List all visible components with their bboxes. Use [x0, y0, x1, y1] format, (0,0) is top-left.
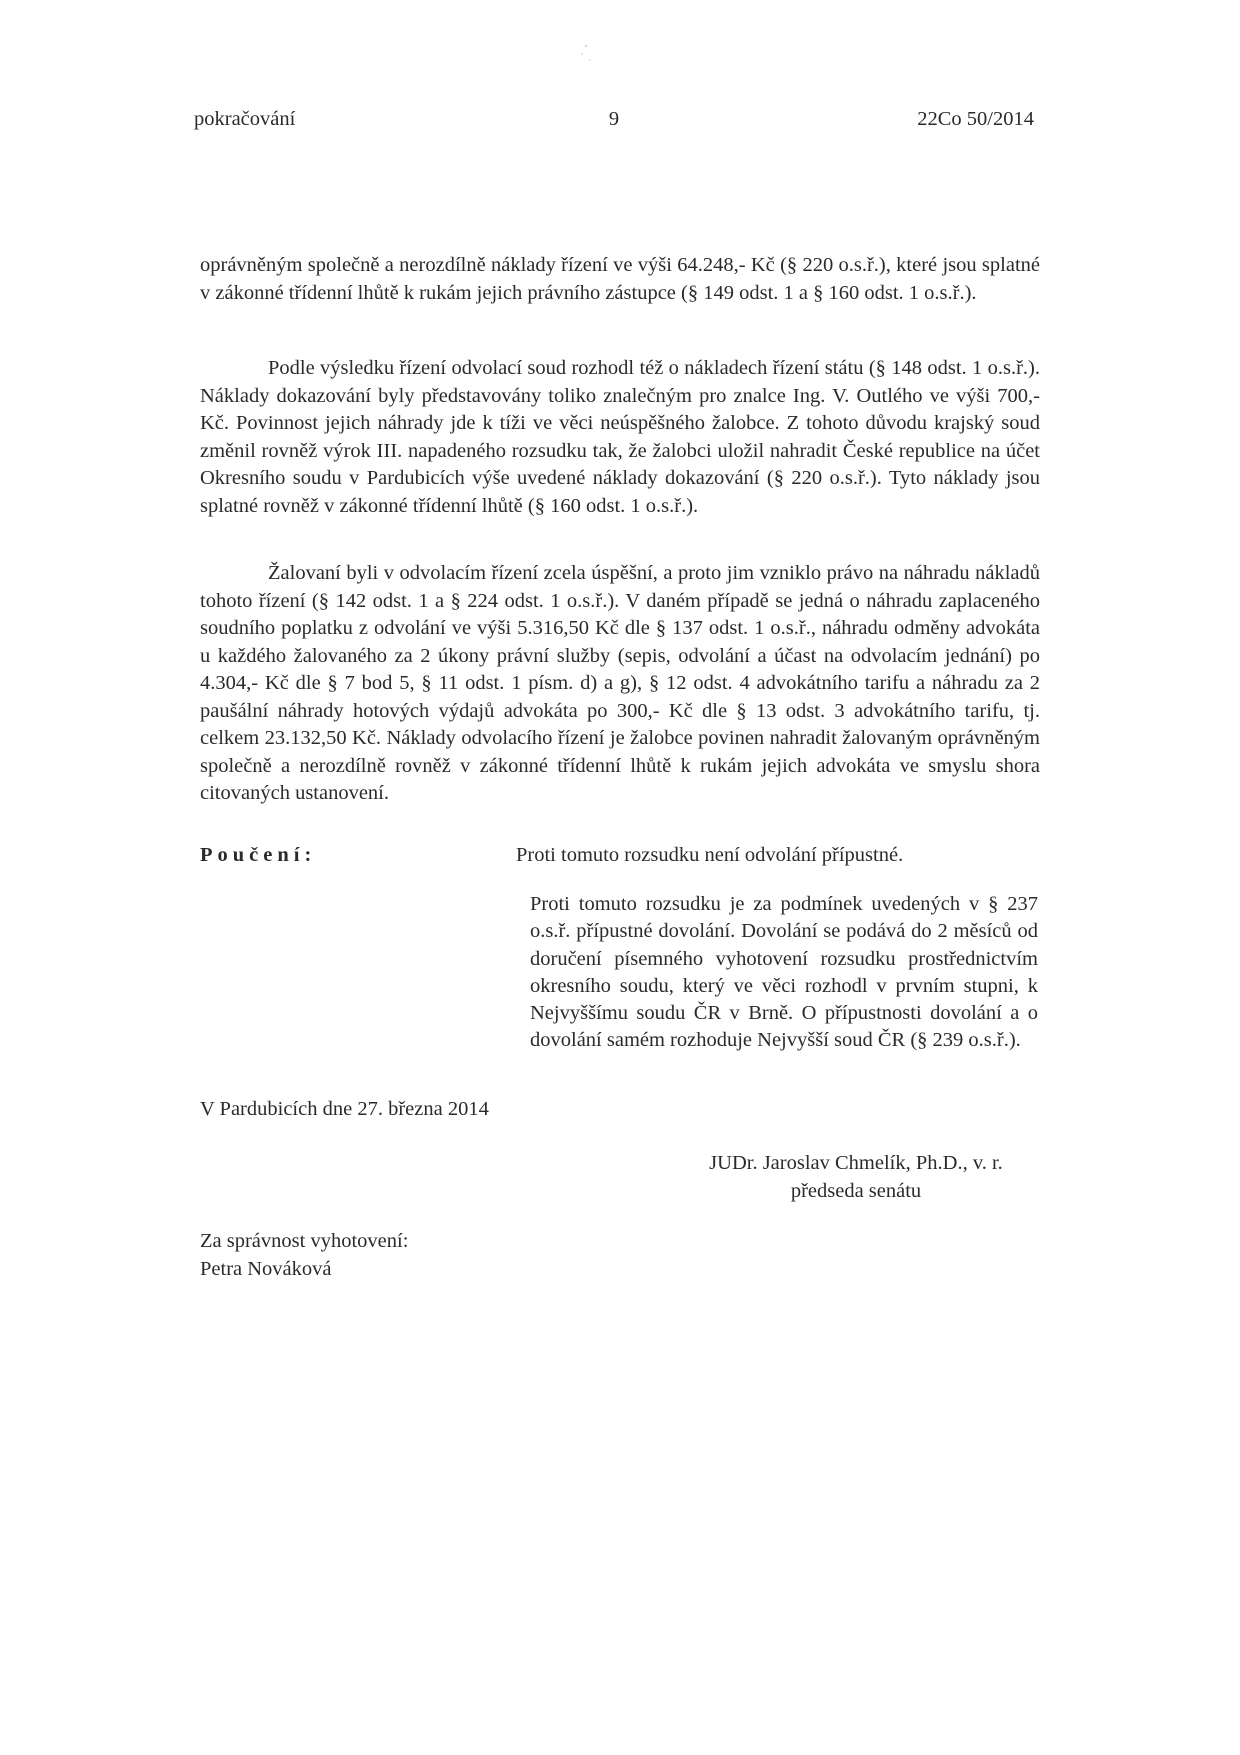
correctness-name: Petra Nováková [200, 1257, 332, 1280]
page-header [194, 108, 1034, 138]
instruction-cassation-text: Proti tomuto rozsudku je za podmínek uvedených v § 237 o.s.ř. přípustné dovolání. Dovolání se podává do 2 měsíců od doručení písemného vyhotovení rozsudku prostřednictvím okresního soudu, který ve věci rozhodl v prvním stupni, k Nejvyššímu soudu ČR v Brně. O přípustnosti dovolání a o dovolání samém rozhoduje Nejvyšší soud ČR (§ 239 o.s.ř.). [530, 893, 1038, 1052]
correctness-label: Za správnost vyhotovení: [200, 1230, 409, 1252]
correctness-block [200, 1228, 408, 1283]
instruction-appeal-text: Proti tomuto rozsudku není odvolání přípustné. [516, 844, 904, 866]
instruction-label: Poučení: [200, 844, 317, 866]
case-number: 22Co 50/2014 [917, 108, 1034, 130]
judge-role: předseda senátu [790, 1179, 922, 1202]
paragraph-costs-state: Podle výsledku řízení odvolací soud rozhodl též o nákladech řízení státu (§ 148 odst. 1 o.s.ř.). Náklady dokazování byly představovány toliko znalečným pro znalce Ing. V. Outlého ve výši 700,- Kč. Povinnost jejich náhrady jde k tíži ve věci neúspěšného žalobce. Z tohoto důvodu krajský soud změnil rovněž výrok III. napadeného rozsudku tak, že žalobci uložil nahradit České republice na účet Okresního soudu v Pardubicích výše uvedené náklady dokazování (§ 220 o.s.ř.). Tyto náklady jsou splatné rovněž v zákonné třídenní lhůtě (§ 160 odst. 1 o.s.ř.). [200, 357, 1040, 517]
scan-speck-mark [578, 40, 596, 66]
place-and-date: V Pardubicích dne 27. března 2014 [200, 1098, 489, 1120]
continuation-label: pokračování [194, 108, 296, 130]
paragraph-costs-appeal: Žalovaní byli v odvolacím řízení zcela úspěšní, a proto jim vzniklo právo na náhradu nákladů tohoto řízení (§ 142 odst. 1 a § 224 odst. 1 o.s.ř.). V daném případě se jedná o náhradu zaplaceného soudního poplatku z odvolání ve výši 5.316,50 Kč dle § 137 odst. 1 o.s.ř., náhradu odměny advokáta u každého žalovaného za 2 úkony právní služby (sepis, odvolání a účast na odvolacím jednání) po 4.304,- Kč dle § 7 bod 5, § 11 odst. 1 písm. d) a g), § 12 odst. 4 advokátního tarifu a náhradu za 2 paušální náhrady hotových výdajů advokáta po 300,- Kč dle § 13 odst. 3 advokátního tarifu, tj. celkem 23.132,50 Kč. Náklady odvolacího řízení je žalobce povinen nahradit žalovaným oprávněným společně a nerozdílně rovněž v zákonné třídenní lhůtě k rukám jejich advokáta ve smyslu shora citovaných ustanovení. [200, 562, 1040, 804]
judge-name: JUDr. Jaroslav Chmelík, Ph.D., v. r. [709, 1152, 1003, 1174]
paragraph-costs-parties: oprávněným společně a nerozdílně náklady řízení ve výši 64.248,- Kč (§ 220 o.s.ř.), které jsou splatné v zákonné třídenní lhůtě k rukám jejich právního zástupce (§ 149 odst. 1 a § 160 odst. 1 o.s.ř.). [200, 254, 1040, 304]
signature-block [686, 1150, 1026, 1205]
page-number: 9 [608, 108, 620, 130]
